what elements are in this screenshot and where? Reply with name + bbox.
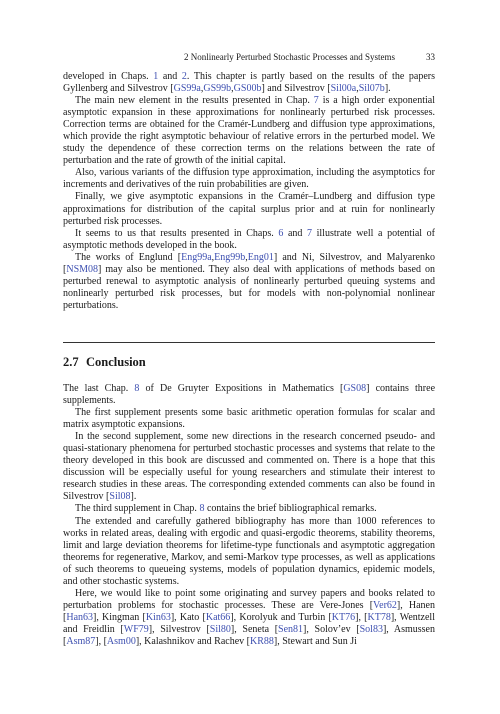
paragraph [63, 228, 435, 252]
paragraph-text: ], Asmussen [ [63, 623, 435, 647]
paragraph-text: ], Solov’ev [ [303, 623, 360, 635]
text-block-before-section [63, 71, 435, 312]
paragraph-text: The last Chap. [63, 383, 135, 394]
paragraph [63, 407, 435, 431]
citation-link[interactable]: 7 [313, 95, 319, 107]
citation-link[interactable]: Eng99b [214, 251, 246, 263]
citation-link[interactable]: 7 [307, 227, 313, 239]
paragraph-text: ] may also be mentioned. They also deal with applications of methods based on perturbed renewal to asymptotic analysis of nonlinearly perturbed queuing systems and nonlinearly perturbed risk processes, but for models with non-polynomial nonlinear perturbations. [63, 263, 435, 311]
paragraph-text: It seems to us that results presented in Chaps. [75, 227, 279, 239]
paragraph-text: ], Wentzell and Freidlin [ [63, 611, 435, 635]
paragraph-text: ], Kato [ [170, 611, 206, 623]
paragraph-text: Here, we would like to point some originating and survey papers and books related to perturbation problems for stochastic processes. These are Vere-Jones [ [63, 587, 435, 611]
citation-link[interactable]: 1 [153, 71, 159, 82]
paragraph-text: ], Korolyuk and Turbin [ [230, 611, 332, 623]
citation-link[interactable]: WF79 [123, 623, 149, 635]
citation-link[interactable]: GS99b [203, 83, 232, 95]
paragraph-text: ]. [384, 83, 391, 95]
paragraph [63, 383, 435, 407]
citation-link[interactable]: Sil00a [330, 83, 357, 95]
paragraph [63, 588, 435, 648]
section-title: Conclusion [86, 355, 146, 369]
paragraph-text: ] and Ni, Silvestrov, and Malyarenko [ [63, 251, 435, 275]
paragraph-text: , [200, 83, 204, 95]
paragraph-text: , [211, 251, 215, 263]
paragraph-text: and [158, 71, 182, 82]
paragraph-text: illustrate well a potential of asymptotic methods developed in the book. [63, 227, 435, 251]
citation-link[interactable]: GS08 [343, 383, 367, 394]
paragraph-text: ], [ [95, 635, 107, 647]
paragraph-text: developed in Chaps. [63, 71, 154, 82]
citation-link[interactable]: NSM08 [66, 263, 99, 275]
paragraph [63, 431, 435, 503]
paragraph-text: ]. [130, 491, 137, 503]
paragraph-text: ] and Silvestrov [ [261, 83, 331, 95]
running-head [63, 50, 435, 64]
paragraph-text: ], Hanen [ [63, 599, 435, 623]
citation-link[interactable]: Sen81 [278, 623, 304, 635]
paragraph-text: . This chapter is partly based on the results of the papers Gyllenberg and Silvestrov [ [63, 71, 435, 95]
paragraph-text: Finally, we give asymptotic expansions in the Cramér–Lundberg and diffusion type approximations for distribution of the capital surplus prior and at ruin for nonlinearly perturbed risk processes. [63, 191, 435, 227]
citation-link[interactable]: 8 [134, 383, 140, 394]
paragraph-text: ] contains three supplements. [63, 383, 436, 407]
paragraph [63, 503, 435, 515]
paragraph-text: ], Stewart and Sun Ji [273, 635, 357, 647]
paragraph-text: and [283, 227, 308, 239]
paragraph-text: contains the brief bibliographical remarks. [204, 503, 377, 515]
citation-link[interactable]: 8 [199, 503, 205, 515]
section-divider [63, 342, 435, 343]
paragraph [63, 95, 435, 167]
paragraph-text: The works of Englund [ [75, 251, 182, 263]
paragraph-text: ], Silvestrov [ [148, 623, 210, 635]
paragraph [63, 191, 435, 227]
paragraph-text: The third supplement in Chap. [75, 503, 200, 515]
citation-link[interactable]: Eng99a [181, 251, 212, 263]
paragraph-text: Also, various variants of the diffusion type approximation, including the asymptotics for increments and derivatives of the ruin probabilities are given. [63, 167, 435, 191]
citation-link[interactable]: 2 [181, 71, 187, 82]
paragraph [63, 71, 435, 95]
paragraph-text: The main new element in the results presented in Chap. [75, 95, 314, 107]
paragraph-text: of De Gruyter Expositions in Mathematics [ [139, 383, 344, 394]
paragraph-text: The first supplement presents some basic arithmetic operation formulas for scalar and matrix asymptotic expansions. [63, 407, 435, 431]
citation-link[interactable]: Sol83 [359, 623, 383, 635]
citation-link[interactable]: Sil80 [209, 623, 231, 635]
citation-link[interactable]: Asm00 [106, 635, 136, 647]
paragraph-text: , [356, 83, 359, 95]
section-heading [63, 354, 146, 370]
running-title: 2 Nonlinearly Perturbed Stochastic Processes and Systems [184, 52, 395, 62]
paragraph-text: , [245, 251, 248, 263]
paragraph-text: In the second supplement, some new directions in the research concerned pseudo- and quasi-stationary phenomena for perturbed stochastic processes and systems that relate to the theory developed in this book are discussed and commented on. There is a hope that this discussion will be especially useful for young researchers and stimulate their interest to research studies in these areas. The corresponding extended comments can also be found in Silvestrov [ [63, 431, 435, 503]
citation-link[interactable]: GS00b [233, 83, 262, 95]
citation-link[interactable]: Sil08 [109, 491, 131, 503]
citation-link[interactable]: KT76 [331, 611, 356, 623]
paragraph-text: , [231, 83, 234, 95]
citation-link[interactable]: Kin63 [145, 611, 171, 623]
citation-link[interactable]: 6 [278, 227, 284, 239]
paragraph-text: The extended and carefully gathered bibliography has more than 1000 references to works in related areas, dealing with ergodic and quasi-ergodic theorems, stability theorems, limit and large deviation theorems for lifetime-type functionals and asymptotic aggregation theorems for regenerative, Markov, and semi-Markov type processes, as well as applications of such theorems to queueing systems, models of population dynamics, epidemic models, and other stochastic systems. [63, 515, 435, 587]
page-number: 33 [426, 52, 435, 62]
citation-link[interactable]: Eng01 [247, 251, 274, 263]
paragraph [63, 167, 435, 191]
paragraph-text: ], Seneta [ [230, 623, 279, 635]
citation-link[interactable]: Sil07b [358, 83, 385, 95]
text-block-conclusion [63, 383, 435, 648]
citation-link[interactable]: Kat66 [205, 611, 231, 623]
section-number: 2.7 [63, 355, 79, 369]
paragraph-text: ], Kalashnikov and Rachev [ [135, 635, 250, 647]
paragraph [63, 516, 435, 588]
citation-link[interactable]: KT78 [367, 611, 391, 623]
citation-link[interactable]: Asm87 [66, 635, 96, 647]
citation-link[interactable]: Han63 [66, 611, 94, 623]
paragraph [63, 252, 435, 312]
citation-link[interactable]: Ver62 [373, 599, 397, 611]
paragraph-text: ], Kingman [ [93, 611, 146, 623]
paragraph-text: is a high order exponential asymptotic expansion in these approximations for nonlinearly perturbed risk processes. Correction terms are obtained for the Cramér-Lundberg and diffusion type approximations, which provide the right asymptotic behaviour of relative errors in the perturbed model. We study the dependence of these correction terms on the relations between the rate of perturbation and the rate of growth of the initial capital. [63, 95, 435, 167]
citation-link[interactable]: GS99a [173, 83, 201, 95]
paragraph-text: ], [ [355, 611, 368, 623]
citation-link[interactable]: KR88 [249, 635, 274, 647]
